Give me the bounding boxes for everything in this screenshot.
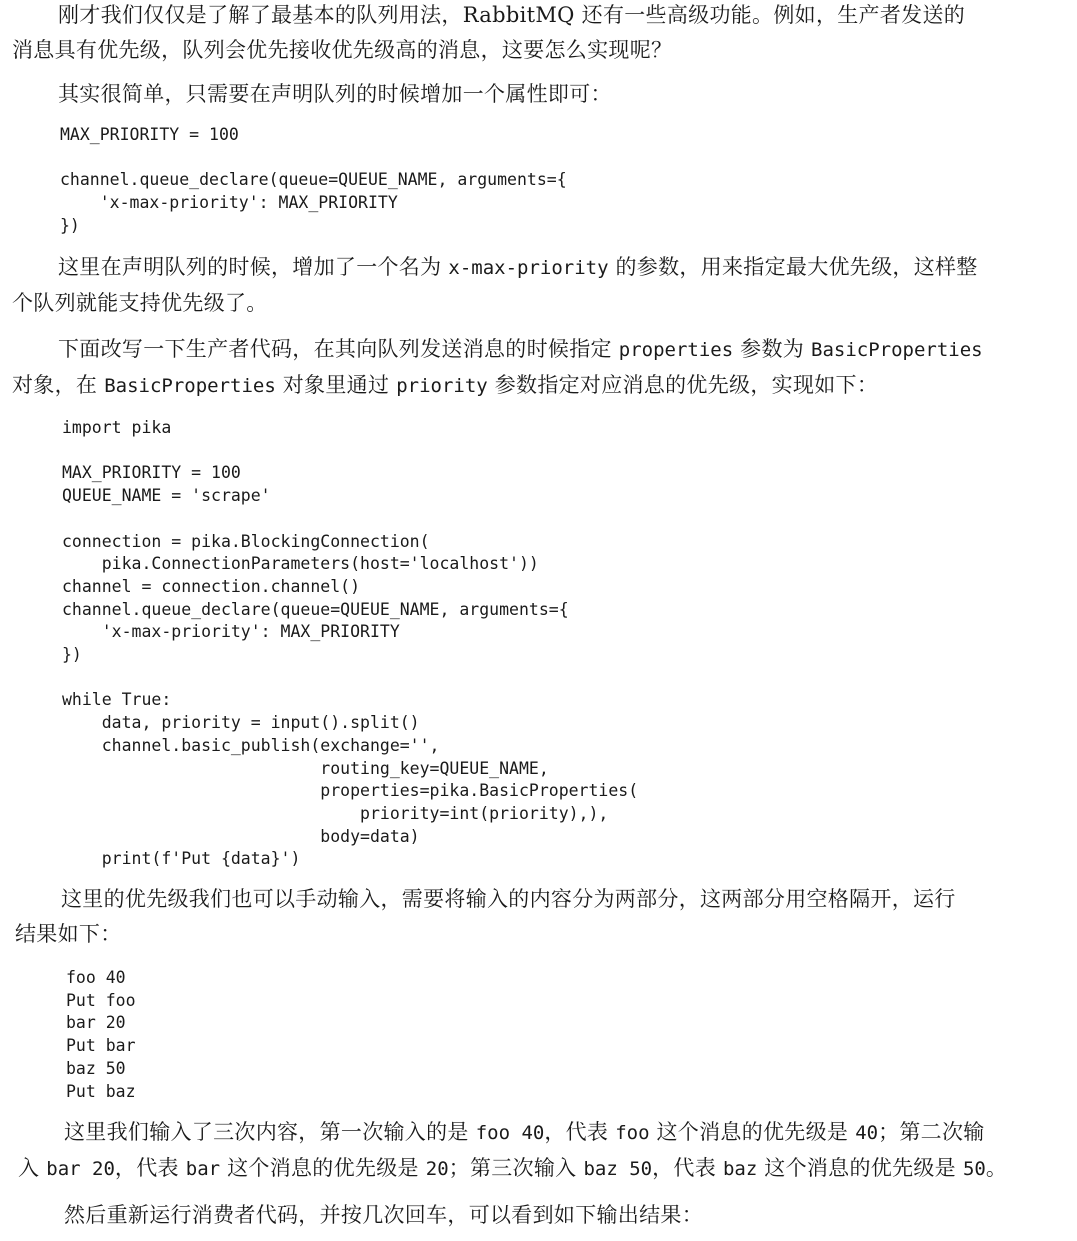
inline-code: BasicProperties xyxy=(104,375,276,397)
paragraph-producer xyxy=(12,332,983,404)
inline-code: 40 xyxy=(855,1122,879,1144)
text-run: 的参数，用来指定最大优先级，这样整 xyxy=(608,255,978,279)
paragraph-line xyxy=(18,1151,1007,1187)
paragraph-line xyxy=(12,368,983,404)
inline-code: 50 xyxy=(962,1158,986,1180)
paragraph-intro xyxy=(12,0,965,68)
code-block-producer: import pika MAX_PRIORITY = 100 QUEUE_NAME = 'scrape' connection = pika.BlockingConnection( pika.ConnectionParameters(host='localhost')) channel = connection.channel() channel.queue_declare(queue=QUEUE_NAME, arguments={ 'x-max-priority': MAX_PRIORITY }) while True: data, priority = input().split() channel.basic_publish(exchange='', routing_key=QUEUE_NAME, properties=pika.BasicProperties( priority=int(priority),), body=data) print(f'Put {data}') xyxy=(62,418,639,869)
paragraph-line xyxy=(12,332,983,368)
inline-code: baz 50 xyxy=(583,1158,653,1180)
inline-code: bar xyxy=(185,1158,221,1180)
text-run: ；第二次输 xyxy=(878,1120,985,1144)
text-run: 对象，在 xyxy=(12,373,105,397)
code-block-declare: MAX_PRIORITY = 100 channel.queue_declare(queue=QUEUE_NAME, arguments={ 'x-max-priority': MAX_PRIORITY }) xyxy=(60,125,567,235)
text-run: 这里我们输入了三次内容，第一次输入的是 xyxy=(64,1120,476,1144)
code-block-output: foo 40 Put foo bar 20 Put bar baz 50 Put baz xyxy=(66,968,136,1101)
text-run: ，代表 xyxy=(652,1156,723,1180)
inline-code: baz xyxy=(722,1158,758,1180)
text-run: ，代表 xyxy=(114,1156,186,1180)
text-run: ；第三次输入 xyxy=(448,1156,584,1180)
inline-code: 20 xyxy=(425,1158,449,1180)
paragraph-simple xyxy=(58,77,612,112)
paragraph-line: 其实很简单，只需要在声明队列的时候增加一个属性即可： xyxy=(58,82,612,106)
text-run: 这个消息的优先级是 xyxy=(220,1156,426,1180)
text-run: 对象里通过 xyxy=(275,373,397,397)
paragraph-manual-input xyxy=(15,882,956,952)
text-run: 入 xyxy=(18,1156,47,1180)
text-run: 这个消息的优先级是 xyxy=(757,1156,963,1180)
paragraph-line: 个队列就能支持优先级了。 xyxy=(12,291,268,315)
text-run: 参数指定对应消息的优先级，实现如下： xyxy=(487,373,879,397)
text-run: 这个消息的优先级是 xyxy=(649,1120,856,1144)
text-run: ，代表 xyxy=(544,1120,616,1144)
paragraph-consumer xyxy=(64,1198,703,1233)
text-run: 。 xyxy=(985,1156,1008,1180)
paragraph-line: 结果如下： xyxy=(15,922,122,946)
paragraph-line xyxy=(12,250,978,286)
inline-code: foo 40 xyxy=(475,1122,545,1144)
paragraph-line xyxy=(18,1115,1007,1151)
paragraph-line: 消息具有优先级，队列会优先接收优先级高的消息，这要怎么实现呢？ xyxy=(12,38,673,62)
inline-code: foo xyxy=(615,1122,650,1144)
text-run: 参数为 xyxy=(733,337,812,361)
text-run: 这里在声明队列的时候，增加了一个名为 xyxy=(58,255,449,279)
paragraph-line: 这里的优先级我们也可以手动输入，需要将输入的内容分为两部分，这两部分用空格隔开，运行 xyxy=(61,887,956,911)
inline-code: bar 20 xyxy=(46,1158,115,1180)
paragraph-line: 刚才我们仅仅是了解了最基本的队列用法，RabbitMQ 还有一些高级功能。例如，生产者发送的 xyxy=(58,3,966,27)
inline-code: BasicProperties xyxy=(811,339,983,361)
inline-code: priority xyxy=(396,375,488,397)
text-run: 下面改写一下生产者代码，在其向队列发送消息的时候指定 xyxy=(58,337,619,361)
inline-code: properties xyxy=(618,339,734,361)
paragraph-input-explain xyxy=(18,1115,1007,1187)
paragraph-line: 然后重新运行消费者代码，并按几次回车，可以看到如下输出结果： xyxy=(64,1203,703,1227)
paragraph-param-explain xyxy=(12,250,978,321)
inline-code: x-max-priority xyxy=(448,257,609,279)
